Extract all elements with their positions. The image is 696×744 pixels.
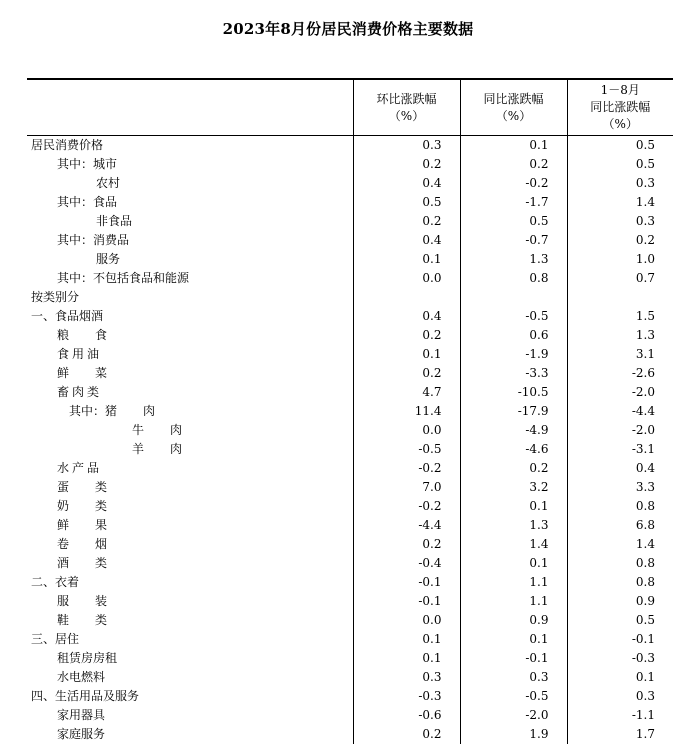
row-mom-value: -4.4 [353,516,460,535]
table-row [27,402,673,421]
table-row [27,725,673,744]
row-yoy-value: 0.3 [460,668,567,687]
row-mom-value: 0.0 [353,269,460,288]
row-yoy-value: 0.9 [460,611,567,630]
row-item-name: 服务 [27,250,353,269]
cpi-data-table [27,78,673,744]
spaced-item-label: 鲜菜 [57,366,133,380]
row-item-name [27,611,353,630]
row-ytd-value: 3.1 [567,345,673,364]
table-row [27,250,673,269]
spaced-item-label: 牛肉 [132,423,208,437]
header-yoy-unit: （%） [461,108,567,125]
table-row [27,383,673,402]
table-row [27,649,673,668]
row-item-name: 农村 [27,174,353,193]
row-ytd-value: 1.0 [567,250,673,269]
table-row [27,497,673,516]
row-item-name: 三、居住 [27,630,353,649]
row-item-name [27,364,353,383]
spaced-item-label: 鞋类 [57,613,133,627]
header-item-column [27,79,353,136]
table-header [27,79,673,136]
row-mom-value: 0.1 [353,345,460,364]
table-row [27,212,673,231]
row-mom-value: 0.3 [353,136,460,156]
row-item-name [27,478,353,497]
row-yoy-value: 0.1 [460,630,567,649]
table-row [27,269,673,288]
table-row [27,535,673,554]
row-yoy-value [460,288,567,307]
table-row [27,478,673,497]
row-ytd-value: 0.8 [567,554,673,573]
row-mom-value: 0.1 [353,649,460,668]
row-mom-value: -0.2 [353,459,460,478]
row-item-name: 食用油 [27,345,353,364]
row-mom-value: 0.2 [353,725,460,744]
row-yoy-value: 1.3 [460,250,567,269]
row-mom-value: -0.1 [353,592,460,611]
row-ytd-value: -0.3 [567,649,673,668]
row-yoy-value: 1.4 [460,535,567,554]
row-mom-value: 0.4 [353,307,460,326]
table-row [27,307,673,326]
table-row [27,193,673,212]
row-ytd-value: 0.1 [567,668,673,687]
row-mom-value: 0.4 [353,174,460,193]
row-yoy-value: -10.5 [460,383,567,402]
row-yoy-value: -1.9 [460,345,567,364]
row-ytd-value: 1.3 [567,326,673,345]
row-item-name [27,516,353,535]
row-ytd-value: -2.6 [567,364,673,383]
table-row [27,155,673,174]
row-item-name [27,421,353,440]
row-ytd-value: 0.4 [567,459,673,478]
row-ytd-value: 0.8 [567,497,673,516]
table-row [27,611,673,630]
header-ytd-period: 1－8月 [568,82,674,99]
row-mom-value: 0.3 [353,668,460,687]
row-ytd-value: 1.7 [567,725,673,744]
row-mom-value: -0.3 [353,687,460,706]
table-body [27,136,673,744]
table-row [27,573,673,592]
row-yoy-value: -4.9 [460,421,567,440]
row-ytd-value: 0.2 [567,231,673,250]
table-row [27,231,673,250]
spaced-item-label: 酒类 [57,556,133,570]
table-row [27,345,673,364]
row-ytd-value: 0.3 [567,687,673,706]
row-mom-value: 0.1 [353,250,460,269]
row-mom-value [353,288,460,307]
row-ytd-value: 1.4 [567,535,673,554]
row-item-name: 四、生活用品及服务 [27,687,353,706]
row-mom-value: 0.4 [353,231,460,250]
row-yoy-value: 1.3 [460,516,567,535]
row-ytd-value: -4.4 [567,402,673,421]
row-ytd-value: 0.5 [567,136,673,156]
header-ytd-label: 同比涨跌幅 [568,99,674,116]
row-yoy-value: -0.5 [460,307,567,326]
table-row [27,516,673,535]
table-row [27,630,673,649]
row-ytd-value: -3.1 [567,440,673,459]
row-yoy-value: 0.5 [460,212,567,231]
row-item-name [27,440,353,459]
row-ytd-value: 1.5 [567,307,673,326]
row-mom-value: 0.2 [353,155,460,174]
row-ytd-value: 1.4 [567,193,673,212]
row-mom-value: -0.5 [353,440,460,459]
row-yoy-value: -17.9 [460,402,567,421]
row-item-name: 家庭服务 [27,725,353,744]
table-row [27,706,673,725]
row-item-name: 畜肉类 [27,383,353,402]
row-yoy-value: 1.1 [460,592,567,611]
row-yoy-value: 0.8 [460,269,567,288]
spaced-item-label: 蛋类 [57,480,133,494]
row-mom-value: 0.2 [353,326,460,345]
row-item-name [27,592,353,611]
row-ytd-value: 0.5 [567,155,673,174]
table-row [27,421,673,440]
table-row [27,687,673,706]
table-row [27,288,673,307]
row-ytd-value: -1.1 [567,706,673,725]
row-item-name: 家用器具 [27,706,353,725]
header-yoy [460,79,567,136]
row-yoy-value: -0.5 [460,687,567,706]
spaced-item-label: 服装 [57,594,133,608]
row-yoy-value: 0.6 [460,326,567,345]
row-item-name [27,326,353,345]
row-item-name: 按类别分 [27,288,353,307]
row-mom-value: 0.2 [353,364,460,383]
row-yoy-value: -0.7 [460,231,567,250]
row-ytd-value: -2.0 [567,383,673,402]
row-mom-value: 0.5 [353,193,460,212]
row-mom-value: 0.0 [353,421,460,440]
header-yoy-label: 同比涨跌幅 [461,91,567,108]
table-row [27,668,673,687]
page-title: 2023年8月份居民消费价格主要数据 [0,18,696,39]
row-mom-value: 11.4 [353,402,460,421]
row-item-name [27,554,353,573]
table-row [27,592,673,611]
row-yoy-value: -2.0 [460,706,567,725]
table-row [27,554,673,573]
row-item-name: 居民消费价格 [27,136,353,156]
row-ytd-value: 6.8 [567,516,673,535]
spaced-item-label: 卷烟 [57,537,133,551]
row-item-name: 租赁房房租 [27,649,353,668]
row-yoy-value: 0.2 [460,459,567,478]
spaced-item-label: 羊肉 [132,442,208,456]
row-item-name: 其中：消费品 [27,231,353,250]
table-row [27,174,673,193]
row-item-name: 非食品 [27,212,353,231]
row-mom-value: -0.2 [353,497,460,516]
row-item-name: 其中：不包括食品和能源 [27,269,353,288]
row-mom-value: 4.7 [353,383,460,402]
row-ytd-value: 0.9 [567,592,673,611]
row-mom-value: 0.2 [353,535,460,554]
header-mom [353,79,460,136]
row-yoy-value: 0.1 [460,554,567,573]
row-yoy-value: -4.6 [460,440,567,459]
row-ytd-value: 0.8 [567,573,673,592]
table-row [27,364,673,383]
row-item-name: 水电燃料 [27,668,353,687]
header-mom-label: 环比涨跌幅 [354,91,460,108]
table-row [27,136,673,156]
row-ytd-value [567,288,673,307]
row-yoy-value: -0.2 [460,174,567,193]
row-item-name: 其中：城市 [27,155,353,174]
row-mom-value: -0.6 [353,706,460,725]
row-mom-value: 0.0 [353,611,460,630]
row-item-name [27,497,353,516]
row-yoy-value: 0.1 [460,136,567,156]
row-item-name [27,535,353,554]
row-item-name [27,402,353,421]
row-yoy-value: 1.9 [460,725,567,744]
row-yoy-value: 0.2 [460,155,567,174]
row-yoy-value: 1.1 [460,573,567,592]
spaced-item-label: 粮食 [57,328,133,342]
row-item-name: 二、衣着 [27,573,353,592]
row-ytd-value: 0.3 [567,174,673,193]
spaced-item-label: 奶类 [57,499,133,513]
header-ytd-unit: （%） [568,116,674,133]
subitem-prefix: 其中： [69,404,105,418]
spaced-item-label: 鲜果 [57,518,133,532]
row-ytd-value: -2.0 [567,421,673,440]
row-item-name: 一、食品烟酒 [27,307,353,326]
row-mom-value: 0.2 [353,212,460,231]
header-ytd [567,79,673,136]
row-yoy-value: -3.3 [460,364,567,383]
row-mom-value: 7.0 [353,478,460,497]
row-yoy-value: 0.1 [460,497,567,516]
row-ytd-value: -0.1 [567,630,673,649]
row-yoy-value: 3.2 [460,478,567,497]
row-item-name: 其中：食品 [27,193,353,212]
row-yoy-value: -1.7 [460,193,567,212]
table-row [27,459,673,478]
row-mom-value: -0.1 [353,573,460,592]
header-mom-unit: （%） [354,108,460,125]
row-yoy-value: -0.1 [460,649,567,668]
row-mom-value: 0.1 [353,630,460,649]
spaced-item-label: 猪肉 [105,404,181,418]
table-row [27,440,673,459]
row-mom-value: -0.4 [353,554,460,573]
row-ytd-value: 3.3 [567,478,673,497]
table-row [27,326,673,345]
row-ytd-value: 0.3 [567,212,673,231]
row-item-name: 水产品 [27,459,353,478]
row-ytd-value: 0.7 [567,269,673,288]
row-ytd-value: 0.5 [567,611,673,630]
